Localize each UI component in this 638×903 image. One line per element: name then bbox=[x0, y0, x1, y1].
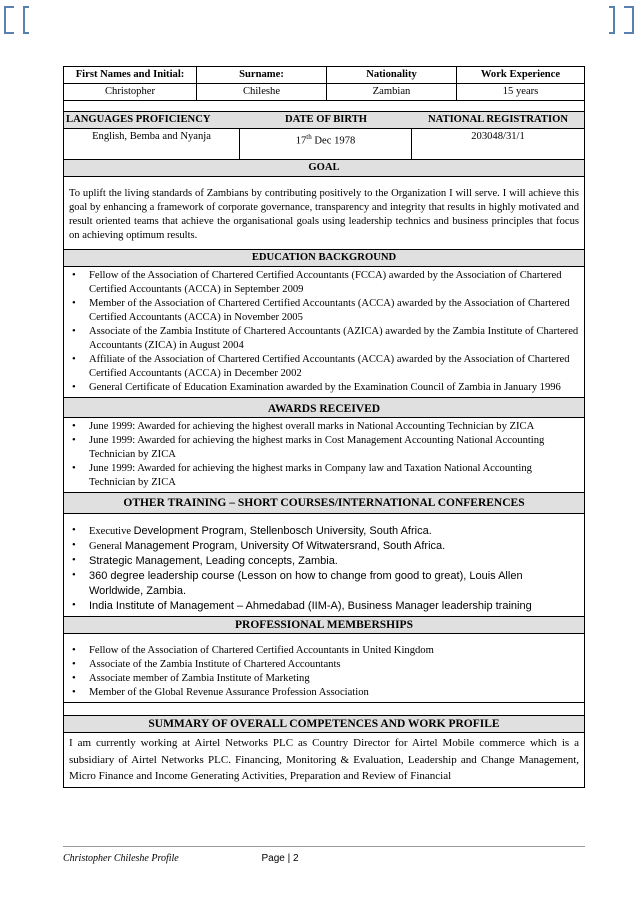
training-item: • General Management Program, University Of Witwatersrand, South Africa. bbox=[69, 539, 579, 554]
nrc-value: 203048/31/1 bbox=[471, 131, 525, 142]
summary-text: I am currently working at Airtel Networks PLC as Country Director for Airtel Mobile commerce which is a subsidiary of Airtel Networks PLC. Financing, Monitoring & Evaluation, Leadership and Change Management, Micro Finance and Income Generating Activities, Preparation and Review of Financial bbox=[63, 733, 585, 788]
work-experience-value: 15 years bbox=[502, 86, 539, 97]
first-names-header: First Names and Initial: bbox=[64, 67, 197, 83]
dob-header: DATE OF BIRTH bbox=[284, 114, 368, 125]
dob-value: 17th Dec 1978 bbox=[240, 129, 412, 159]
training-item: • 360 degree leadership course (Lesson on how to change from good to great), Louis Allen Worldwide, Zambia. bbox=[69, 569, 579, 599]
award-item: • June 1999: Awarded for achieving the highest overall marks in National Accounting Technician by ZICA bbox=[69, 420, 579, 434]
right-bracket-inner bbox=[609, 6, 615, 34]
training-item: • Strategic Management, Leading concepts, Zambia. bbox=[69, 554, 579, 569]
award-item: • June 1999: Awarded for achieving the highest marks in Cost Management Accounting National Accounting Technician by ZICA bbox=[69, 434, 579, 462]
goal-heading: GOAL bbox=[63, 160, 585, 177]
right-bracket-outer bbox=[624, 6, 634, 34]
nationality-value: Zambian bbox=[327, 84, 457, 100]
languages-header: LANGUAGES PROFICIENCY bbox=[66, 114, 211, 125]
languages-value: English, Bemba and Nyanja bbox=[64, 129, 240, 159]
cv-document bbox=[63, 66, 585, 788]
education-list bbox=[63, 267, 585, 398]
summary-heading: SUMMARY OF OVERALL COMPETENCES AND WORK PROFILE bbox=[63, 715, 585, 733]
education-heading: EDUCATION BACKGROUND bbox=[63, 250, 585, 267]
education-item: • Affiliate of the Association of Chartered Certified Accountants (ACCA) awarded by the Association of Chartered Certified Accountants (ACCA) in December 2002 bbox=[69, 353, 579, 381]
work-experience-header: Work Experience bbox=[480, 69, 561, 80]
membership-item: • Associate of the Zambia Institute of Chartered Accountants bbox=[69, 658, 579, 672]
memberships-heading: PROFESSIONAL MEMBERSHIPS bbox=[63, 617, 585, 634]
personal-header-row bbox=[63, 66, 585, 84]
education-item: • Member of the Association of Chartered Certified Accountants (ACCA) awarded by the Association of Chartered Certified Accountants (ACCA) in November 2005 bbox=[69, 297, 579, 325]
training-item: • India Institute of Management – Ahmedabad (IIM-A), Business Manager leadership training bbox=[69, 599, 579, 614]
first-names-value: Christopher bbox=[64, 84, 197, 100]
education-item: • General Certificate of Education Examination awarded by the Examination Council of Zambia in January 1996 bbox=[69, 381, 579, 395]
awards-heading: AWARDS RECEIVED bbox=[63, 398, 585, 418]
training-item: • Executive Development Program, Stellenbosch University, South Africa. bbox=[69, 524, 579, 539]
award-item: • June 1999: Awarded for achieving the highest marks in Company law and Taxation National Accounting Technician by ZICA bbox=[69, 462, 579, 490]
awards-list bbox=[63, 418, 585, 493]
training-heading: OTHER TRAINING – SHORT COURSES/INTERNATIONAL CONFERENCES bbox=[63, 493, 585, 514]
memberships-list bbox=[63, 634, 585, 703]
membership-item: • Member of the Global Revenue Assurance Profession Association bbox=[69, 686, 579, 700]
details-values-row bbox=[63, 129, 585, 160]
education-item: • Associate of the Zambia Institute of Chartered Accountants (AZICA) awarded by the Zambia Institute of Chartered Accountants (ZICA) in August 2004 bbox=[69, 325, 579, 353]
personal-values-row bbox=[63, 84, 585, 101]
surname-value: Chileshe bbox=[197, 84, 327, 100]
nrc-header: NATIONAL REGISTRATION bbox=[427, 114, 568, 125]
details-header-row bbox=[63, 111, 585, 129]
goal-text: To uplift the living standards of Zambians by contributing positively to the Organization I will serve. I will achieve this goal by enhancing a framework of corporate governance, transparency and integrity that results in highly motivated and result oriented teams that achieve the organisational goals using leadership technics and business principles that focus on achieving optimum results. bbox=[63, 177, 585, 250]
left-bracket-inner bbox=[23, 6, 29, 34]
page-footer bbox=[63, 846, 585, 864]
membership-item: • Fellow of the Association of Chartered Certified Accountants in United Kingdom bbox=[69, 644, 579, 658]
footer-page-number: Page | 2 bbox=[261, 853, 299, 864]
membership-item: • Associate member of Zambia Institute of Marketing bbox=[69, 672, 579, 686]
left-bracket-outer bbox=[4, 6, 14, 34]
training-list bbox=[63, 514, 585, 617]
surname-header: Surname: bbox=[197, 67, 327, 83]
education-item: • Fellow of the Association of Chartered Certified Accountants (FCCA) awarded by the Association of Chartered Certified Accountants (ACCA) in September 2009 bbox=[69, 269, 579, 297]
nationality-header: Nationality bbox=[327, 67, 457, 83]
footer-profile-name: Christopher Chileshe Profile bbox=[63, 853, 179, 864]
